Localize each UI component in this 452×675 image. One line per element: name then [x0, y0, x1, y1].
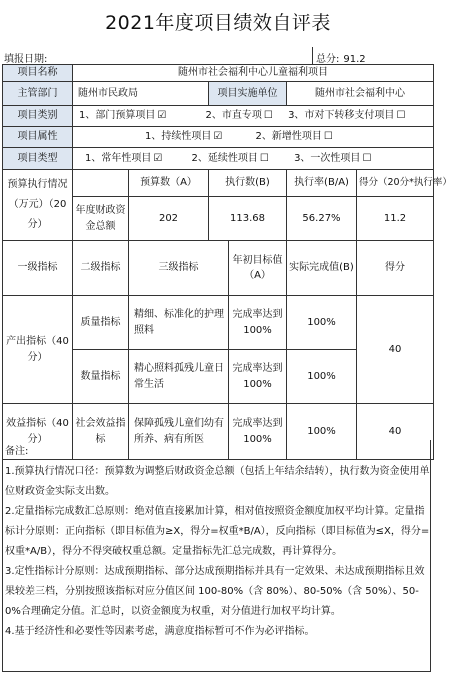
- checkbox-checked-icon[interactable]: ☑: [153, 152, 163, 164]
- budget-score-value: 11.2: [357, 197, 434, 241]
- social-target: 完成率达到100%: [229, 404, 287, 460]
- social-indicator-label: 社会效益指标: [73, 404, 129, 460]
- note-1: 1.预算执行情况口径：预算数为调整后财政资金总额（包括上年结余结转），执行数为资金使用单位财政资金实际支出数。: [5, 466, 430, 497]
- quantity-actual: 100%: [287, 350, 357, 404]
- budget-col-score: 得分（20分*执行率）: [357, 170, 434, 197]
- target-header: 年初目标值（A）: [229, 241, 287, 296]
- attribute-option-2: [256, 129, 333, 145]
- level1-header: 一级指标: [3, 241, 73, 296]
- actual-header: 实际完成值(B): [287, 241, 357, 296]
- note-2: 2.定量指标完成数汇总原则：绝对值直接累加计算，相对值按照资金额度加权平均计算。定量指标计分原则：正向指标（即目标值为≥X，得分=权重*B/A），反向指标（即目标值为≤X，得分=权重*A/B），得分不得突破权重总额。定量指标先汇总完成数，再计算得分。: [5, 506, 430, 557]
- quantity-indicator-desc: 精心照料孤残儿童日常生活: [129, 350, 229, 404]
- type-options: [73, 148, 434, 170]
- category-options: [73, 106, 434, 127]
- impl-unit-value: 随州市社会福利中心: [287, 82, 434, 106]
- budget-col-budget: 预算数（A）: [129, 170, 209, 197]
- attribute-option-1-label: 1、持续性项目: [145, 131, 212, 143]
- notes-section: [2, 440, 431, 672]
- total-score: [316, 50, 366, 65]
- social-actual: 100%: [287, 404, 357, 460]
- notes-heading: 备注:: [5, 446, 29, 457]
- exec-rate-value: 56.27%: [287, 197, 357, 241]
- attribute-options: [73, 127, 434, 148]
- quality-target: 完成率达到100%: [229, 296, 287, 350]
- dept-value: 随州市民政局: [73, 82, 209, 106]
- quantity-target: 完成率达到100%: [229, 350, 287, 404]
- checkbox-checked-icon[interactable]: ☑: [157, 110, 167, 122]
- meta-divider: [312, 47, 313, 64]
- total-score-value: 91.2: [343, 54, 366, 65]
- level2-header: 二级指标: [73, 241, 129, 296]
- score-header: 得分: [357, 241, 434, 296]
- category-option-3: [288, 108, 405, 124]
- category-option-3-label: 3、市对下转移支付项目: [288, 110, 395, 122]
- type-option-2-label: 2、延续性项目: [191, 152, 258, 164]
- total-score-label: 总分:: [316, 54, 340, 65]
- checkbox-empty-icon[interactable]: ☐: [396, 110, 406, 122]
- page-title: 2021年度项目绩效自评表: [105, 12, 331, 34]
- quality-actual: 100%: [287, 296, 357, 350]
- category-option-2-label: 2、市直专项: [205, 110, 262, 122]
- checkbox-empty-icon[interactable]: ☐: [362, 152, 372, 164]
- impl-unit-label: 项目实施单位: [209, 82, 287, 106]
- quality-indicator-desc: 精细、标准化的护理照料: [129, 296, 229, 350]
- attribute-option-1: [145, 129, 222, 145]
- category-option-2: [206, 108, 273, 124]
- checkbox-empty-icon[interactable]: ☐: [259, 152, 269, 164]
- note-3: 3.定性指标计分原则：达成预期指标、部分达成预期指标并具有一定效果、未达成预期指标且效果较差三档，分别按照该指标对应分值区间 100-80%（含 80%）、80-50%（含 50%）、50-0%合理确定分值。汇总时，以资金额度为权重，对分值进行加权平均计算。: [5, 566, 425, 617]
- quantity-indicator-label: 数量指标: [73, 350, 129, 404]
- category-option-1: [79, 108, 166, 124]
- benefit-indicator-label: 效益指标（40分）: [3, 404, 73, 460]
- type-option-3: [294, 151, 371, 167]
- project-name-value: 随州市社会福利中心儿童福利项目: [73, 65, 434, 82]
- type-option-2: [192, 151, 269, 167]
- category-option-1-label: 1、部门预算项目: [79, 110, 156, 122]
- budget-corner: [73, 170, 129, 197]
- type-label: 项目类型: [3, 148, 73, 170]
- fill-date-label: 填报日期:: [4, 54, 48, 65]
- level3-header: 三级指标: [129, 241, 229, 296]
- note-4: 4.基于经济性和必要性等因素考虑，满意度指标暂可不作为必评指标。: [5, 626, 315, 637]
- attribute-label: 项目属性: [3, 127, 73, 148]
- checkbox-checked-icon[interactable]: ☑: [213, 131, 223, 143]
- type-option-1-label: 1、常年性项目: [85, 152, 152, 164]
- benefit-score: 40: [357, 404, 434, 460]
- budget-col-rate: 执行率(B/A): [287, 170, 357, 197]
- dept-label: 主管部门: [3, 82, 73, 106]
- output-score: 40: [357, 296, 434, 404]
- budget-col-exec: 执行数(B): [209, 170, 287, 197]
- attribute-option-2-label: 2、新增性项目: [255, 131, 322, 143]
- checkbox-empty-icon[interactable]: ☐: [263, 110, 273, 122]
- budget-section-label: 预算执行情况（万元）（20分）: [3, 170, 73, 241]
- project-name-label: 项目名称: [3, 65, 73, 82]
- budget-value: 202: [129, 197, 209, 241]
- type-option-1: [85, 151, 162, 167]
- checkbox-empty-icon[interactable]: ☐: [323, 131, 333, 143]
- exec-value: 113.68: [209, 197, 287, 241]
- budget-row-label: 年度财政资金总额: [73, 197, 129, 241]
- type-option-3-label: 3、一次性项目: [294, 152, 361, 164]
- quality-indicator-label: 质量指标: [73, 296, 129, 350]
- evaluation-table: [2, 64, 452, 460]
- category-label: 项目类别: [3, 106, 73, 127]
- social-indicator-desc: 保障孤残儿童们幼有所养、病有所医: [129, 404, 229, 460]
- output-indicator-label: 产出指标（40分）: [3, 296, 73, 404]
